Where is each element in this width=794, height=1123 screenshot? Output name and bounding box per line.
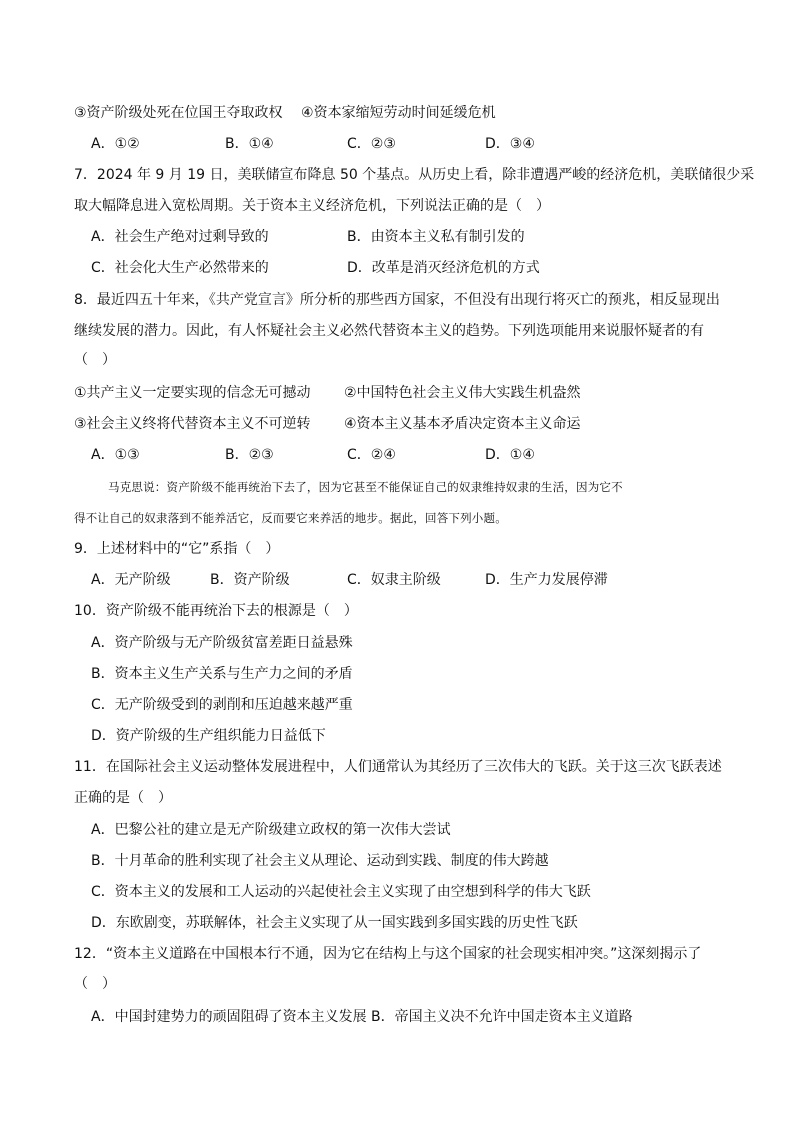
q7-option-b[interactable]: B．由资本主义私有制引发的 <box>347 229 525 245</box>
q11-option-c[interactable]: C．资本主义的发展和工人运动的兴起使社会主义实现了由空想到科学的伟大飞跃 <box>91 884 591 900</box>
q8-statement-3: ③社会主义终将代替资本主义不可逆转 <box>74 416 311 432</box>
q8-option-a[interactable]: A．①③ <box>91 447 140 463</box>
q8-option-d[interactable]: D．①④ <box>485 447 535 463</box>
q8-stem-2: 继续发展的潜力。因此，有人怀疑社会主义必然代替资本主义的趋势。下列选项能用来说服怀疑者的有 <box>74 323 704 339</box>
q6-option-d[interactable]: D．③④ <box>485 136 535 152</box>
q11-option-d[interactable]: D．东欧剧变，苏联解体，社会主义实现了从一国实践到多国实践的历史性飞跃 <box>91 915 578 931</box>
material-line-2: 得不让自己的奴隶落到不能养活它，反而要它来养活的地步。据此，回答下列小题。 <box>74 511 507 525</box>
q10-stem: 10．资产阶级不能再统治下去的根源是（ ） <box>74 603 358 619</box>
q12-stem-1: 12．“资本主义道路在中国根本行不通，因为它在结构上与这个国家的社会现实相冲突。”这深刻揭示了 <box>74 946 702 962</box>
q6-option-a[interactable]: A．①② <box>91 136 140 152</box>
q7-option-a[interactable]: A．社会生产绝对过剩导致的 <box>91 229 269 245</box>
q8-statements-row1 <box>74 383 581 403</box>
q9-option-c[interactable]: C．奴隶主阶级 <box>347 572 441 588</box>
q9-option-d[interactable]: D．生产力发展停滞 <box>485 572 608 588</box>
q6-statement-4: ④资本家缩短劳动时间延缓危机 <box>301 105 496 121</box>
q8-statement-2: ②中国特色社会主义伟大实践生机盎然 <box>344 385 581 401</box>
q11-stem-1: 11．在国际社会主义运动整体发展进程中，人们通常认为其经历了三次伟大的飞跃。关于这三次飞跃表述 <box>74 759 722 775</box>
q12-stem-2: （ ） <box>74 976 116 992</box>
q6-option-c[interactable]: C．②③ <box>347 136 396 152</box>
q10-option-b[interactable]: B．资本主义生产关系与生产力之间的矛盾 <box>91 666 353 682</box>
q11-option-b[interactable]: B．十月革命的胜利实现了社会主义从理论、运动到实践、制度的伟大跨越 <box>91 853 549 869</box>
q7-stem-2: 取大幅降息进入宽松周期。关于资本主义经济危机，下列说法正确的是（ ） <box>74 198 550 214</box>
q7-option-d[interactable]: D．改革是消灭经济危机的方式 <box>347 260 540 276</box>
q12-options-ab[interactable]: A．中国封建势力的顽固阻碍了资本主义发展 B．帝国主义决不允许中国走资本主义道路 <box>91 1009 633 1025</box>
q9-option-b[interactable]: B．资产阶级 <box>210 572 290 588</box>
q8-statement-4: ④资本主义基本矛盾决定资本主义命运 <box>344 416 581 432</box>
q10-option-c[interactable]: C．无产阶级受到的剥削和压迫越来越严重 <box>91 697 353 713</box>
q8-statement-1: ①共产主义一定要实现的信念无可撼动 <box>74 385 311 401</box>
q8-statements-row2 <box>74 414 581 434</box>
q11-stem-2: 正确的是（ ） <box>74 790 172 806</box>
q7-option-c[interactable]: C．社会化大生产必然带来的 <box>91 260 269 276</box>
q6-statement-3: ③资产阶级处死在位国王夺取政权 <box>74 105 283 121</box>
q8-stem-1: 8．最近四五十年来，《共产党宣言》所分析的那些西方国家，不但没有出现行将灭亡的预兆，相反显现出 <box>74 292 720 308</box>
material-line-1: 马克思说：资产阶级不能再统治下去了，因为它甚至不能保证自己的奴隶维持奴隶的生活，因为它不 <box>108 480 623 494</box>
q6-option-b[interactable]: B．①④ <box>225 136 274 152</box>
q8-stem-3: （ ） <box>74 352 116 368</box>
q8-option-b[interactable]: B．②③ <box>225 447 274 463</box>
q11-option-a[interactable]: A．巴黎公社的建立是无产阶级建立政权的第一次伟大尝试 <box>91 822 451 838</box>
q8-option-c[interactable]: C．②④ <box>347 447 396 463</box>
q10-option-d[interactable]: D．资产阶级的生产组织能力日益低下 <box>91 728 326 744</box>
q6-statement-line <box>74 103 496 123</box>
q7-stem-1: 7．2024 年 9 月 19 日，美联储宣布降息 50 个基点。从历史上看，除非遭遇严峻的经济危机，美联储很少采 <box>74 167 755 183</box>
q9-option-a[interactable]: A．无产阶级 <box>91 572 171 588</box>
q9-stem: 9．上述材料中的“它”系指（ ） <box>74 541 280 557</box>
q10-option-a[interactable]: A．资产阶级与无产阶级贫富差距日益悬殊 <box>91 635 353 651</box>
